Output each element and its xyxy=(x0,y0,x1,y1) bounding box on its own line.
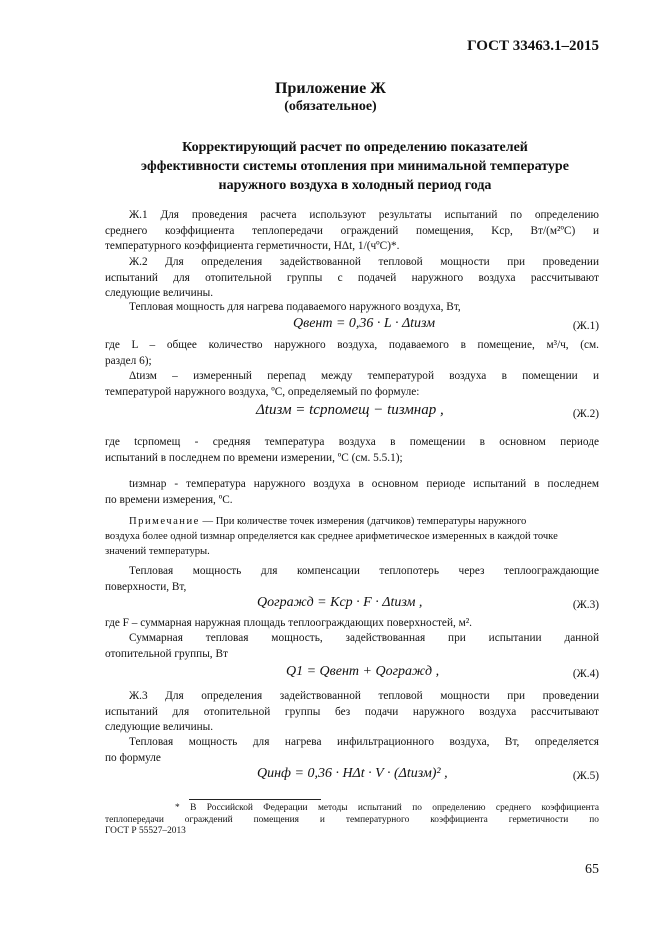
text-line: Ж.1 Для проведения расчета используют результаты испытаний по определению xyxy=(129,209,599,221)
equation-number-zh3: (Ж.3) xyxy=(572,599,599,611)
text-line: tизмнар - температура наружного воздуха в основном периоде испытаний в последнем xyxy=(129,478,599,490)
paragraph-outdoor-temperature xyxy=(105,477,599,508)
formula-zh4: Q1 = Qвент + Qогражд , xyxy=(286,664,440,679)
text-line: следующие величины. xyxy=(105,287,214,299)
text-line: испытаний для отопительной группы без подачи наружного воздуха рассчитывают xyxy=(105,705,599,718)
page-number: 65 xyxy=(585,862,599,877)
section-title-line: наружного воздуха в холодный период года xyxy=(218,178,492,193)
text-line: где L – общее количество наружного воздуха, подаваемого в помещение, м³/ч, (см. xyxy=(105,339,599,351)
text-line: воздуха более одной tизмнар определяется как среднее арифметическое измеренных в каждой точке xyxy=(105,531,558,542)
text-line xyxy=(105,514,599,529)
text-line: Ж.3 Для определения задействованной тепловой мощности при проведении xyxy=(129,690,599,702)
note-label: Примечание xyxy=(129,516,200,527)
text-line: поверхности, Вт, xyxy=(105,580,187,593)
appendix-title: Приложение Ж xyxy=(275,80,386,97)
paragraph-ventilation-power xyxy=(105,300,599,316)
text-line: Ж.2 Для определения задействованной тепловой мощности при проведении xyxy=(129,256,599,268)
text-line: где F – суммарная наружная площадь теплоограждающих поверхностей, м². xyxy=(105,617,472,629)
text-line: среднего коэффициента теплопередачи ограждений помещения, Kср, Вт/(м²ºС) и xyxy=(105,224,599,237)
text-line: * В Российской Федерации методы испытаний по определению среднего коэффициента xyxy=(175,803,599,813)
equation-number-zh5: (Ж.5) xyxy=(572,770,599,782)
text-line: теплопередачи ограждений помещения и температурного коэффициента герметичности по xyxy=(105,814,599,825)
formula-zh3: Qогражд = Kср · F · Δtизм , xyxy=(257,595,423,610)
note-text: — При количестве точек измерения (датчиков) температуры наружного xyxy=(202,516,527,527)
formula-zh1: Qвент = 0,36 · L · Δtизм xyxy=(293,316,436,331)
text-line: отопительной группы, Вт xyxy=(105,647,228,660)
text-line: испытаний в последнем по времени измерении, ºС (см. 5.5.1); xyxy=(105,451,403,464)
text-line: Δtизм – измеренный перепад между температурой воздуха в помещении и xyxy=(129,370,599,382)
text-line: Тепловая мощность для нагрева инфильтрационного воздуха, Вт, определяется xyxy=(129,736,599,748)
paragraph-zh1 xyxy=(105,208,599,255)
equation-number-zh4: (Ж.4) xyxy=(572,668,599,680)
paragraph-infiltration-power xyxy=(105,735,599,766)
text-line: температурой наружного воздуха, ºС, определяемый по формуле: xyxy=(105,385,420,398)
note xyxy=(105,514,599,559)
appendix-subtitle: (обязательное) xyxy=(284,99,377,114)
paragraph-room-temperature xyxy=(105,435,599,466)
section-title xyxy=(100,138,610,195)
paragraph-L-definition xyxy=(105,338,599,369)
text-line: испытаний для отопительной группы с подачей наружного воздуха рассчитывают xyxy=(105,271,599,284)
footnote-separator xyxy=(189,799,321,800)
paragraph-zh2 xyxy=(105,255,599,302)
section-title-line: Корректирующий расчет по определению показателей xyxy=(182,140,528,155)
text-line: по формуле xyxy=(105,751,161,764)
text-line: ГОСТ Р 55527–2013 xyxy=(105,826,186,836)
equation-number-zh1: (Ж.1) xyxy=(572,320,599,332)
text-line: раздел 6); xyxy=(105,354,152,367)
equation-number-zh2: (Ж.2) xyxy=(572,408,599,420)
paragraph-envelope-power xyxy=(105,564,599,595)
paragraph-zh3 xyxy=(105,689,599,736)
text-line: температурного коэффициента герметичности, HΔt, 1/(чºС)*. xyxy=(105,240,400,252)
formula-zh5: Qинф = 0,36 · HΔt · V · (Δtизм)² , xyxy=(257,766,448,781)
paragraph-F-definition xyxy=(105,616,599,632)
footnote xyxy=(105,803,599,838)
text-line: следующие величины. xyxy=(105,721,214,733)
formula-zh2: Δtизм = tсрпомещ − tизмнар , xyxy=(256,402,444,418)
text-line: Суммарная тепловая мощность, задействованная при испытании данной xyxy=(129,632,599,644)
text-line: значений температуры. xyxy=(105,546,210,557)
text-line: Тепловая мощность для нагрева подаваемого наружного воздуха, Вт, xyxy=(129,301,461,313)
paragraph-dt-definition xyxy=(105,369,599,400)
paragraph-total-power xyxy=(105,631,599,662)
text-line: где tсрпомещ - средняя температура воздуха в помещении в основном периоде xyxy=(105,436,599,448)
section-title-line: эффективности системы отопления при минимальной температуре xyxy=(141,159,569,174)
text-line: по времени измерения, ºС. xyxy=(105,493,233,506)
text-line: Тепловая мощность для компенсации теплопотерь через теплоограждающие xyxy=(129,565,599,577)
standard-number: ГОСТ 33463.1–2015 xyxy=(467,38,599,54)
